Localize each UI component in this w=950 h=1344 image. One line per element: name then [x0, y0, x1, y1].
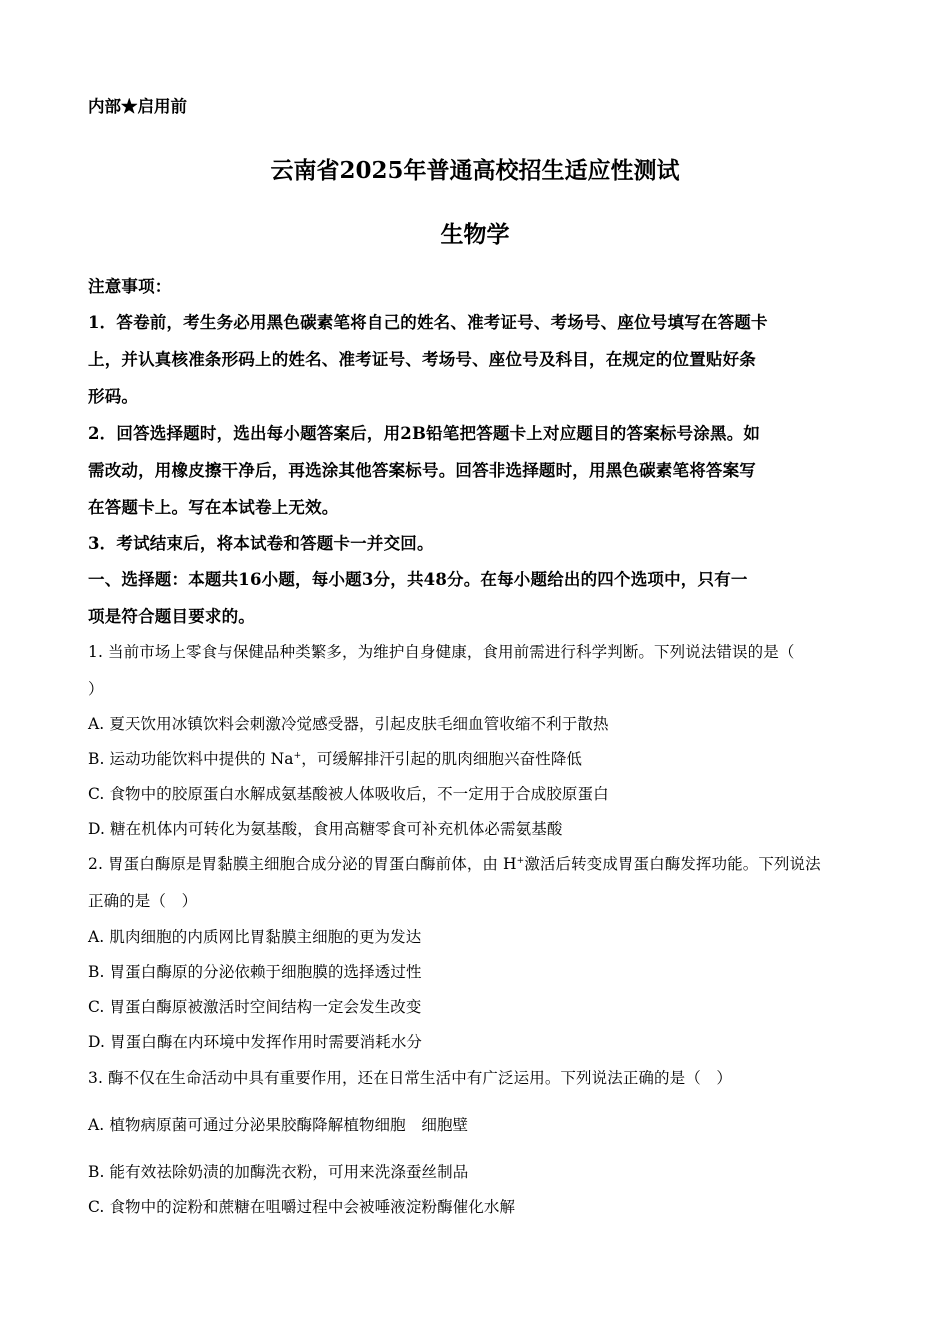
q2-stem-sup: + — [516, 855, 525, 866]
notice-line: 1．答卷前，考生务必用黑色碳素笔将自己的姓名、准考证号、考场号、座位号填写在答题卡 — [88, 313, 768, 332]
q1-option-c: C. 食物中的胶原蛋白水解成氨基酸被人体吸收后，不一定用于合成胶原蛋白 — [88, 785, 609, 803]
section-heading: 一、选择题：本题共16小题，每小题3分，共48分。在每小题给出的四个选项中，只有一 — [88, 570, 748, 589]
q1-stem: 1. 当前市场上零食与保健品种类繁多，为维护自身健康，食用前需进行科学判断。下列说法错误的是（ — [88, 643, 795, 661]
notice-line: 2．回答选择题时，选出每小题答案后，用2B铅笔把答题卡上对应题目的答案标号涂黑。如 — [88, 424, 761, 443]
notice-line: 形码。 — [88, 387, 139, 406]
q1-option-b — [88, 747, 582, 769]
q3-option-b: B. 能有效祛除奶渍的加酶洗衣粉，可用来洗涤蚕丝制品 — [88, 1163, 469, 1181]
q1-option-b-post: ，可缓解排汗引起的肌肉细胞兴奋性降低 — [301, 750, 583, 768]
q2-stem-pre: 2. 胃蛋白酶原是胃黏膜主细胞合成分泌的胃蛋白酶前体，由 H — [88, 855, 517, 873]
exam-title: 云南省2025年普通高校招生适应性测试 — [270, 157, 680, 184]
notice-line: 在答题卡上。写在本试卷上无效。 — [88, 498, 339, 517]
q3-option-c: C. 食物中的淀粉和蔗糖在咀嚼过程中会被唾液淀粉酶催化水解 — [88, 1198, 516, 1216]
notice-line: 需改动，用橡皮擦干净后，再选涂其他答案标号。回答非选择题时，用黑色碳素笔将答案写 — [88, 461, 756, 480]
q1-option-d: D. 糖在机体内可转化为氨基酸，食用高糖零食可补充机体必需氨基酸 — [88, 820, 563, 838]
q2-option-d: D. 胃蛋白酶在内环境中发挥作用时需要消耗水分 — [88, 1033, 423, 1051]
notice-heading: 注意事项： — [88, 277, 172, 296]
q2-option-a: A. 肌肉细胞的内质网比胃黏膜主细胞的更为发达 — [88, 928, 422, 946]
confidential-label: 内部★启用前 — [88, 97, 187, 116]
q2-stem — [88, 852, 821, 874]
q2-stem-post: 激活后转变成胃蛋白酶发挥功能。下列说法 — [524, 855, 821, 873]
q1-option-b-pre: B. 运动功能饮料中提供的 Na — [88, 750, 294, 768]
q1-option-b-sup: + — [293, 750, 302, 761]
q2-option-b: B. 胃蛋白酶原的分泌依赖于细胞膜的选择透过性 — [88, 963, 422, 981]
q2-option-c: C. 胃蛋白酶原被激活时空间结构一定会发生改变 — [88, 998, 422, 1016]
q1-option-a: A. 夏天饮用冰镇饮料会刺激冷觉感受器，引起皮肤毛细血管收缩不利于散热 — [88, 715, 609, 733]
q3-option-a: A. 植物病原菌可通过分泌果胶酶降解植物细胞 细胞壁 — [88, 1116, 469, 1134]
subject-title: 生物学 — [440, 221, 510, 248]
notice-line: 3．考试结束后，将本试卷和答题卡一并交回。 — [88, 534, 434, 553]
q2-stem-cont: 正确的是（ ） — [88, 892, 198, 910]
section-heading-cont: 项是符合题目要求的。 — [88, 607, 255, 626]
notice-line: 上，并认真核准条形码上的姓名、准考证号、考场号、座位号及科目，在规定的位置贴好条 — [88, 350, 756, 369]
q3-stem: 3. 酶不仅在生命活动中具有重要作用，还在日常生活中有广泛运用。下列说法正确的是（ ） — [88, 1069, 733, 1087]
q1-stem-cont: ） — [88, 680, 104, 698]
